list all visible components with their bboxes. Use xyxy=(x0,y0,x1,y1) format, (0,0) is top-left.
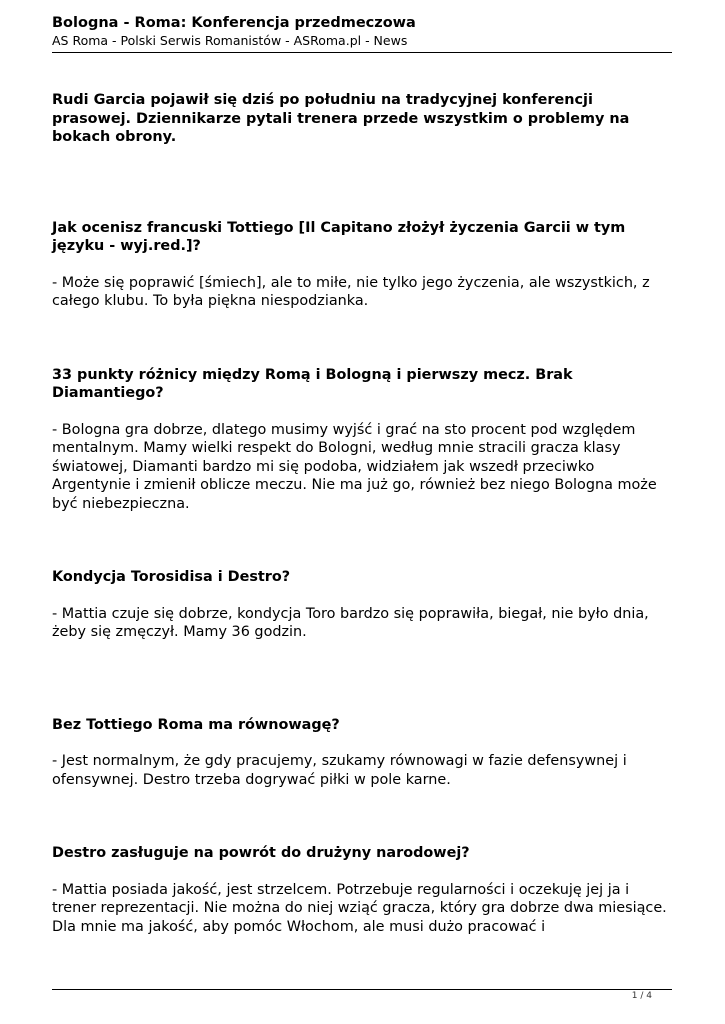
interview-question: Bez Tottiego Roma ma równowagę? xyxy=(52,716,340,733)
document-header xyxy=(52,14,672,49)
article-intro: Rudi Garcia pojawił się dziś po południu na tradycyjnej konferencji prasowej. Dziennikarze pytali trenera przede wszystkim o problemy na bokach obrony. xyxy=(52,92,630,145)
interview-question: Destro zasługuje na powrót do drużyny narodowej? xyxy=(52,845,470,861)
interview-answer: - Bologna gra dobrze, dlatego musimy wyjść i grać na sto procent pod względem mentalnym. Mamy wielki respekt do Bologni, według mnie stracili gracza klasy światowej, Diamanti bardzo mi się podoba, widziałem jak wszedł przeciwko Argentynie i zmienił oblicze meczu. Nie ma już go, również bez niego Bologna może być niebezpieczna. xyxy=(52,421,657,512)
document-source: AS Roma - Polski Serwis Romanistów - ASRoma.pl - News xyxy=(52,33,408,48)
interview-answer: - Jest normalnym, że gdy pracujemy, szukamy równowagi w fazie defensywnej i ofensywnej. Destro trzeba dogrywać piłki w pole karne. xyxy=(52,753,627,788)
interview-answer: - Może się poprawić [śmiech], ale to miłe, nie tylko jego życzenia, ale wszystkich, z całego klubu. To była piękna niespodzianka. xyxy=(52,274,650,309)
document-title: Bologna - Roma: Konferencja przedmeczowa xyxy=(52,15,416,31)
article-body xyxy=(52,91,672,936)
interview-answer: - Mattia czuje się dobrze, kondycja Toro bardzo się poprawiła, biegał, nie było dnia, żeby się zmęczył. Mamy 36 godzin. xyxy=(52,605,649,640)
interview-question: Jak ocenisz francuski Tottiego [Il Capitano złożył życzenia Garcii w tym języku - wyj.red.]? xyxy=(52,219,626,254)
interview-answer: - Mattia posiada jakość, jest strzelcem. Potrzebuje regularności i oczekuję jej ja i trener reprezentacji. Nie można do niej wziąć gracza, który gra dobrze dwa miesiące. Dla mnie ma jakość, aby pomóc Włochom, ale musi dużo pracować i xyxy=(52,881,667,935)
header-divider xyxy=(52,52,672,53)
page-number: 1 / 4 xyxy=(631,991,652,1001)
interview-question: 33 punkty różnicy między Romą i Bologną i pierwszy mecz. Brak Diamantiego? xyxy=(52,366,573,401)
interview-question: Kondycja Torosidisa i Destro? xyxy=(52,569,291,585)
